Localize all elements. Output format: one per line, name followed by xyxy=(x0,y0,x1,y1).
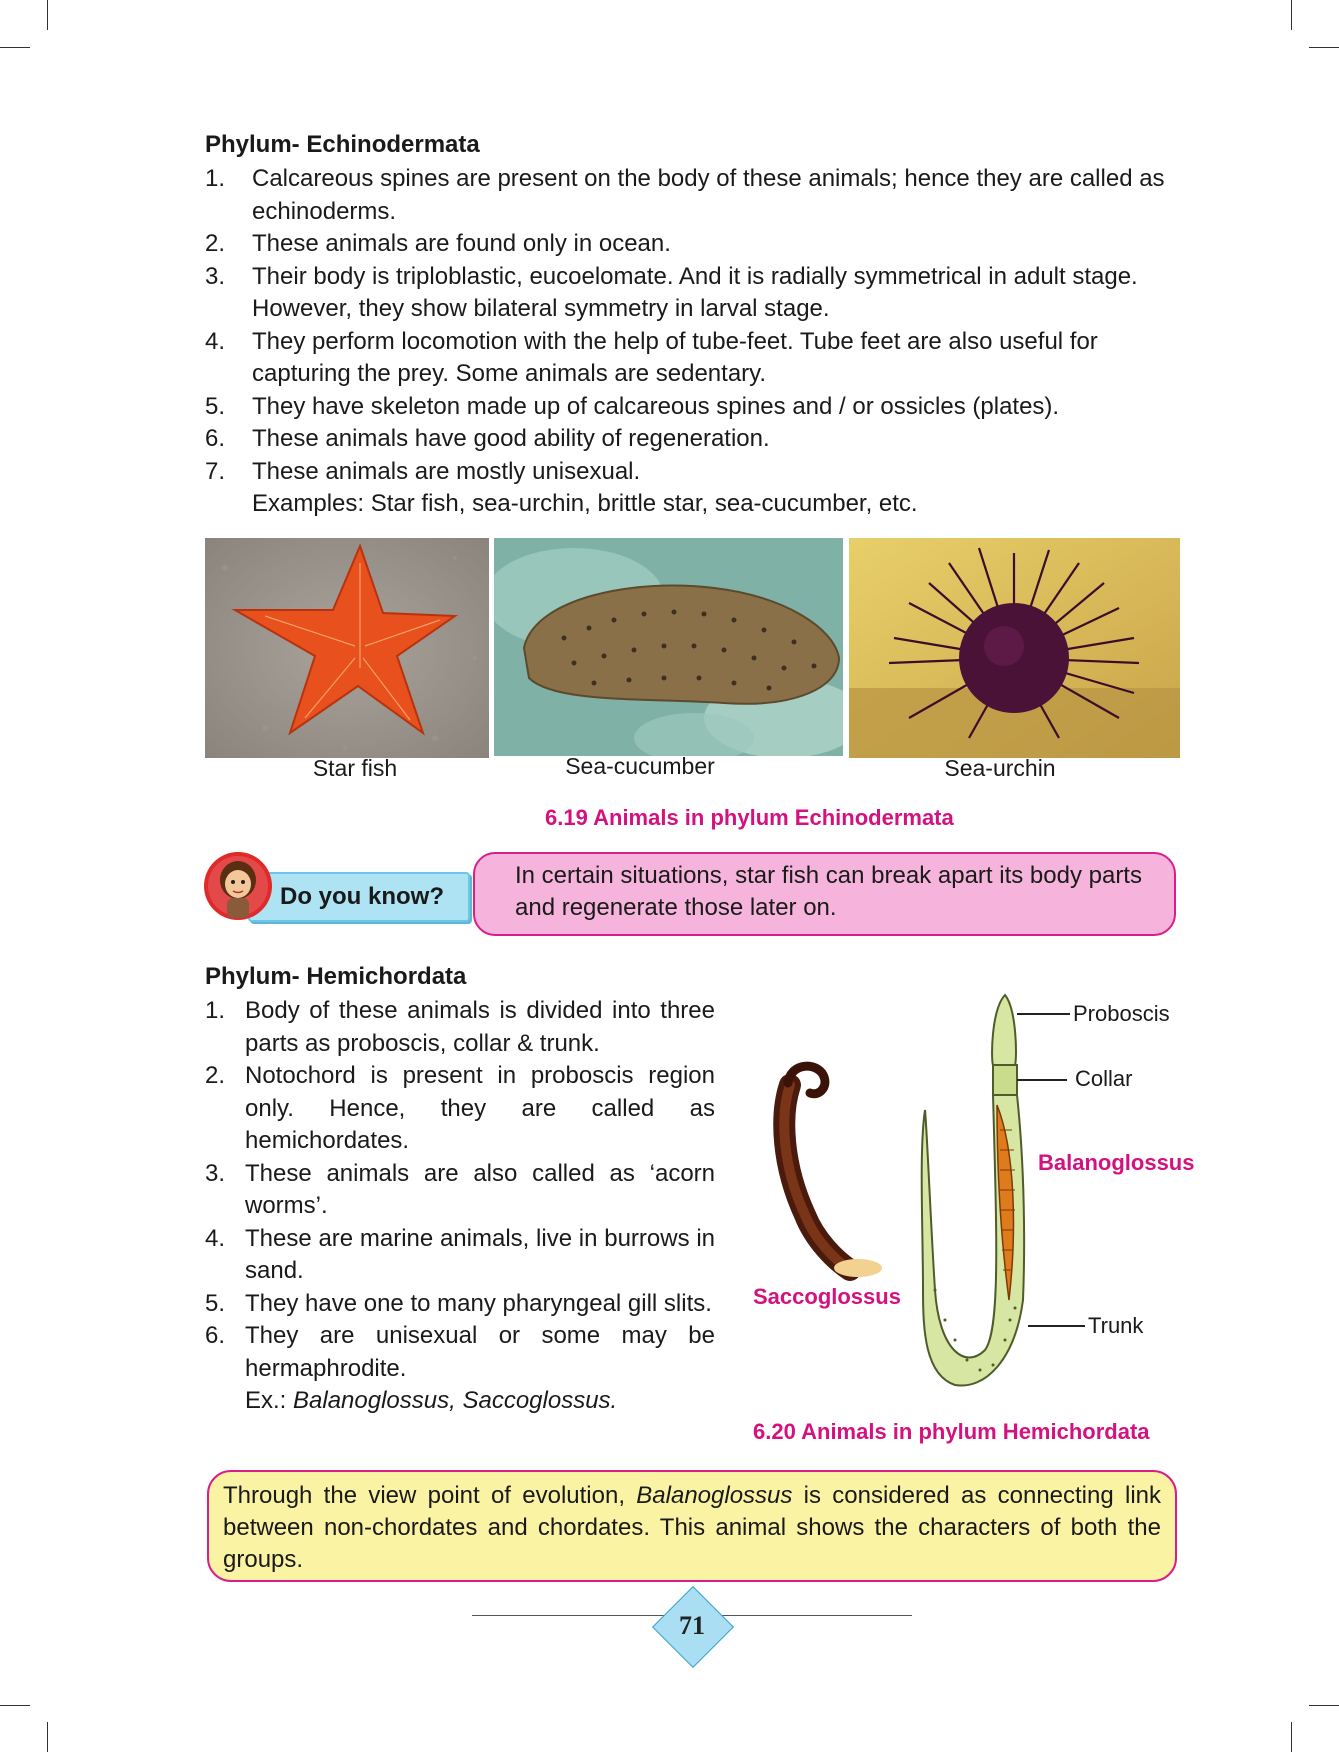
page-number-line-right xyxy=(712,1615,912,1616)
hemichordata-title: Phylum- Hemichordata xyxy=(205,963,467,990)
do-you-know-box xyxy=(473,852,1176,936)
crop-mark xyxy=(1309,1705,1339,1706)
hemichordata-examples: Ex.: Balanoglossus, Saccoglossus. xyxy=(245,1387,618,1414)
crop-mark xyxy=(1309,47,1339,48)
list-item: 5. They have one to many pharyngeal gill slits. xyxy=(205,1289,712,1317)
echinodermata-title: Phylum- Echinodermata xyxy=(205,131,480,158)
list-item: 4. They perform locomotion with the help of tube-feet. Tube feet are also useful for capturing the prey. Some animals are sedentary. xyxy=(205,327,1098,387)
list-item: 5. They have skeleton made up of calcareous spines and / or ossicles (plates). xyxy=(205,392,1060,420)
list-item: 2. These animals are found only in ocean. xyxy=(205,230,671,257)
trunk-label: Trunk xyxy=(1088,1313,1144,1338)
crop-mark xyxy=(1291,0,1292,30)
trunk-leader-line xyxy=(1028,1325,1085,1327)
starfish-photo xyxy=(205,538,489,758)
collar-leader-line xyxy=(1017,1079,1067,1081)
proboscis-leader-line xyxy=(1017,1013,1070,1015)
sea-cucumber-photo xyxy=(494,538,843,756)
sea-cucumber-caption: Sea-cucumber xyxy=(565,753,715,779)
crop-mark xyxy=(47,0,48,30)
examples-text: Examples: Star fish, sea-urchin, brittle star, sea-cucumber, etc. xyxy=(252,490,918,517)
balanoglossus-diagram xyxy=(905,990,1055,1400)
list-item: 7. These animals are mostly unisexual. xyxy=(205,457,641,485)
crop-mark xyxy=(0,47,30,48)
list-item: 3. Their body is triploblastic, eucoelomate. And it is radially symmetrical in adult stage. However, they show bilateral symmetry in larval stage. xyxy=(205,262,1138,322)
saccoglossus-label: Saccoglossus xyxy=(753,1284,901,1309)
collar-label: Collar xyxy=(1075,1066,1133,1091)
saccoglossus-photo xyxy=(750,1055,890,1285)
crop-mark xyxy=(47,1722,48,1752)
girl-thinking-icon xyxy=(203,848,273,929)
list-item: 4. These are marine animals, live in burrows in sand. xyxy=(205,1224,715,1284)
page-number-line-left xyxy=(472,1615,672,1616)
hemichordata-list xyxy=(205,995,715,1418)
proboscis-label: Proboscis xyxy=(1073,1001,1170,1026)
crop-mark xyxy=(1291,1722,1292,1752)
list-item: 2. Notochord is present in proboscis region only. Hence, they are called as hemichordates. xyxy=(205,1062,715,1154)
balanoglossus-label: Balanoglossus xyxy=(1038,1150,1195,1175)
do-you-know-text: In certain situations, star fish can break apart its body parts and regenerate those later on. xyxy=(515,862,1142,921)
evolution-note-box: Through the view point of evolution, Balanoglossus is considered as connecting link between non-chordates and chordates. This animal shows the characters of both the groups. xyxy=(207,1470,1177,1582)
echinodermata-list xyxy=(205,163,1180,521)
list-item: 6. These animals have good ability of regeneration. xyxy=(205,425,770,452)
starfish-caption: Star fish xyxy=(312,755,398,781)
sea-urchin-caption: Sea-urchin xyxy=(944,755,1056,781)
figure-caption-6-19: 6.19 Animals in phylum Echinodermata xyxy=(545,805,954,830)
page-number: 71 xyxy=(679,1611,705,1640)
crop-mark xyxy=(0,1705,30,1706)
list-item: 1. Body of these animals is divided into three parts as proboscis, collar & trunk. xyxy=(205,997,715,1057)
sea-urchin-photo xyxy=(849,538,1180,758)
list-item: 1. Calcareous spines are present on the body of these animals; hence they are called as echinoderms. xyxy=(205,165,1165,225)
figure-caption-6-20: 6.20 Animals in phylum Hemichordata xyxy=(753,1419,1150,1444)
do-you-know-label: Do you know? xyxy=(248,872,470,922)
list-item: 3. These animals are also called as ‘acorn worms’. xyxy=(205,1159,715,1219)
list-item: 6. They are unisexual or some may be hermaphrodite. xyxy=(205,1322,715,1382)
